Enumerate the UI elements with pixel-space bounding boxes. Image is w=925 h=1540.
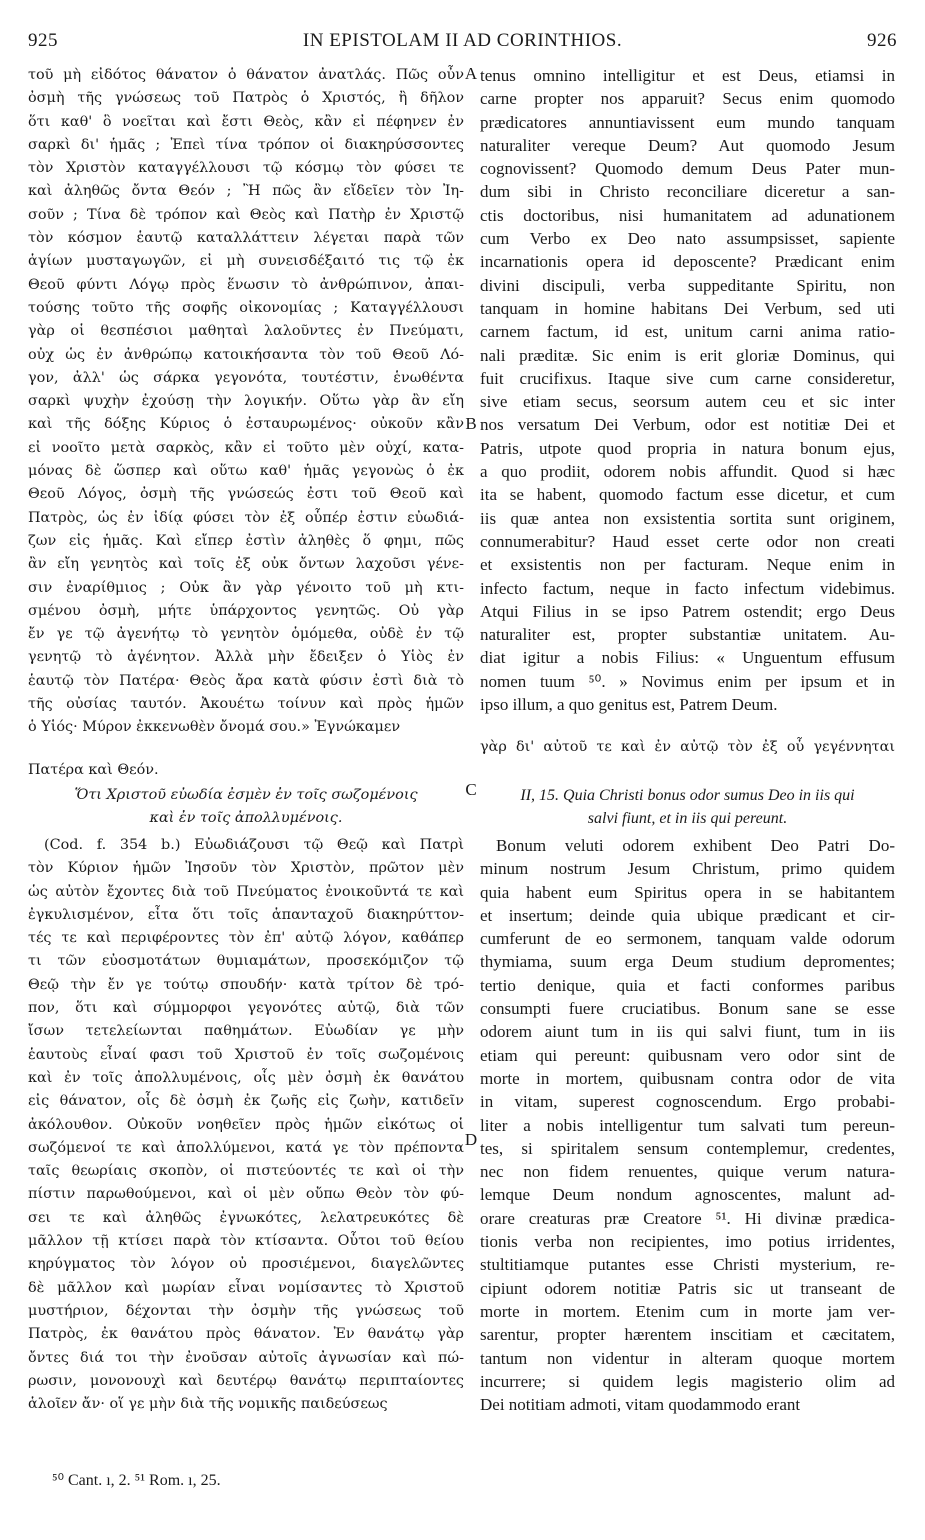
latin-line: morte in mortem. Etenim cum in morte jam ver-: [480, 1301, 895, 1321]
latin-line: in vitam, superest cognoscendum. Ergo probabi-: [480, 1092, 895, 1112]
latin-column-top: [480, 64, 895, 716]
latin-line: et exsistentis non per facturam. Neque enim in: [480, 555, 895, 575]
latin-line: iis quæ antea non exsistentia sortita sunt originem,: [480, 508, 895, 528]
latin-line: thymiama, suum erga Deum studium depromentes;: [480, 952, 895, 972]
greek-line: οὐχ ὡς ἐν ἀνθρώπῳ κατοικήσαντα τὸν τοῦ Θεοῦ Λό-: [28, 346, 464, 363]
greek-line: ἐγκυλισμένον, εἶτα ὅτι τοῖς ἁπανταχοῦ διακηρύττον-: [28, 906, 464, 923]
latin-line: ita se habent, quomodo factum esse dicetur, et cum: [480, 485, 895, 505]
greek-section-heading: [28, 784, 464, 831]
latin-line: divini discipuli, verba suppeditante Spiritu, non: [480, 275, 895, 295]
greek-column-top: [28, 64, 464, 740]
greek-column-closing: [28, 759, 464, 782]
greek-line: μᾶλλον τῇ κτίσει παρὰ τὸν κτίσαντα. Οὗτοι τοῦ θείου: [28, 1233, 464, 1250]
latin-line: connumerabitur? Haud esset certe odor non creati: [480, 531, 895, 551]
latin-line: nomen tuum ⁵⁰. » Novimus enim per ipsum et in: [480, 671, 895, 691]
greek-line: ὄντες διά τοι τὴν ἐνοῦσαν αὐτοῖς ἀγνωσίαν καὶ πώ-: [28, 1349, 464, 1366]
greek-line: Πατρὸς, ἐκ θανάτου πρὸς θάνατον. Ἐν θανάτῳ γὰρ: [28, 1326, 464, 1343]
latin-heading-line: II, 15. Quia Christi bonus odor sumus Deo in iis qui: [520, 787, 855, 804]
greek-line: Θεῷ τὴν ἔν γε τούτῳ σπουδήν· κατὰ τρίτον δὲ τρό-: [28, 976, 464, 993]
greek-line: ἀκόλουθον. Οὐκοῦν νοηθεῖεν πρὸς ἡμῶν εἰκότως οἱ: [28, 1116, 464, 1133]
greek-line: Πατρὸς, ὡς ἐν ἰδίᾳ φύσει τὸν ἐξ οὗπέρ ἐστιν εὐωδιά-: [28, 509, 464, 526]
latin-line: incarnationis opera id deposcente? Prædicant enim: [480, 252, 895, 272]
latin-line: tanquam in homine habitans Dei Verbum, sed uti: [480, 298, 895, 318]
latin-line: incurrere; si quidem legis magisterio olim ad: [480, 1371, 895, 1391]
latin-section-heading: [480, 784, 895, 831]
latin-line: orare creaturas præ Creatore ⁵¹. Hi divinæ prædica-: [480, 1208, 895, 1228]
greek-line: ζων εἰς ἡμᾶς. Καὶ εἴπερ ἐστὶν ἀληθὲς ὅ φημι, πῶς: [28, 532, 464, 549]
greek-line: πίστιν παρωθούμενοι, καὶ οἱ μὲν οὔπω Θεὸν τὸν φύ-: [28, 1186, 464, 1203]
greek-line: εἰς θάνατον, οἷς δὲ ὀσμὴ ἐκ ζωῆς εἰς ζωὴν, κατιδεῖν: [28, 1093, 464, 1110]
latin-line: cipiunt odorem notitiæ Patris sic ut transeant de: [480, 1278, 895, 1298]
greek-line: ὅτι καθ' ὃ νοεῖται καὶ ἔστι Θεὸς, κἂν εἰ πέφηνεν ἐν: [28, 113, 464, 130]
greek-line: ἁλοῖεν ἄν· οἵ γε μὴν διὰ τῆς νομικῆς παιδεύσεως: [28, 1396, 388, 1413]
latin-line: dum sibi in Christo reconciliare diceretur a san-: [480, 182, 895, 202]
greek-line: τι τῶν εὐοσμοτάτων θυμιαμάτων, προσεκόμιζον τῷ: [28, 953, 464, 970]
greek-line: γον, ἀλλ' ὡς σάρκα γεγονότα, τουτέστιν, ἑνωθέντα: [28, 369, 464, 386]
latin-line: odorem aiunt tum in iis qui salvi fiunt, tum in iis: [480, 1022, 895, 1042]
page-header: [28, 30, 897, 58]
latin-heading-line: salvi fiunt, et in iis qui pereunt.: [587, 810, 788, 828]
latin-line: naturaliter vereque Deum? Aut quomodo Jesum: [480, 135, 895, 155]
latin-line: ctis doctoribus, nisi humanitatem ad adunationem: [480, 205, 895, 225]
greek-line: τὸν Χριστὸν καταγγέλλουσι τῷ κόσμῳ τὸν φύσει τε: [28, 160, 464, 177]
latin-line: liter a nobis intelligentur tum salvati tum pereun-: [480, 1115, 895, 1135]
page-number-right: 926: [867, 30, 897, 51]
greek-line: ὀσμὴ τῆς γνώσεως τοῦ Πατρὸς ὁ Χριστός, ἢ δῆλον: [28, 90, 464, 107]
latin-line: infecto factum, neque in facto infectum videbimus.: [480, 578, 895, 598]
latin-line: lemque Deum nondum agnoscentes, malunt ad-: [480, 1185, 895, 1205]
latin-line: tenus omnino intelligitur et est Deus, etiamsi in: [480, 66, 895, 85]
latin-line: cognovissent? Quomodo demum Deus Pater mun-: [480, 159, 895, 179]
latin-line: Dei notitiam admoti, vitam quodammodo erant: [480, 1395, 801, 1415]
margin-letter-a: A: [464, 64, 478, 83]
latin-line: carnem factum, id est, unitum carni anima ratio-: [480, 322, 895, 342]
greek-line: (Cod. f. 354 b.) Εὐωδιάζουσι τῷ Θεῷ καὶ Πατρὶ: [44, 837, 464, 853]
greek-line: γὰρ οἱ θεσπέσιοι μαθηταὶ λαλοῦντες ἐν Πνεύματι,: [28, 323, 464, 340]
greek-line: μόνας δὲ ὥσπερ καὶ οὕτω καθ' ἡμᾶς γεγονὼς ὁ ἐκ: [28, 463, 464, 480]
latin-line: Bonum veluti odorem exhibent Deo Patri Do-: [496, 836, 895, 855]
latin-line: fuit crucifixus. Itaque sive cum carne consideretur,: [480, 368, 895, 388]
latin-line: carne propter nos apparuit? Secus enim quomodo: [480, 89, 895, 109]
greek-line: κηρύγματος τὸν λόγον οὐ προσιέμενοι, διαγελῶντες: [28, 1256, 464, 1273]
greek-line: ἑαυτοὺς εἶναί φασι τοῦ Χριστοῦ ἐν τοῖς σωζομένοις: [28, 1046, 464, 1063]
margin-letter-c: C: [465, 780, 477, 799]
greek-line: Θεοῦ φύντι Λόγῳ πρὸς ἕνωσιν τὸ ἀνθρώπινον, ἀπαι-: [28, 276, 464, 293]
footnotes: ⁵⁰ Cant. ı, 2. ⁵¹ Rom. ı, 25.: [52, 1472, 221, 1489]
greek-line: σαρκὶ δι' ἡμᾶς ; Ἐπεὶ τίνα τρόπον οἱ διακηρύσσοντες: [28, 136, 464, 153]
greek-line: ταῖς θεωρίαις σκοπὸν, οἱ πιστεύοντές τε καὶ οἱ τὴν: [28, 1163, 464, 1180]
greek-line: ρωσιν, μονονουχὶ καὶ δευτέρῳ θανάτῳ περιπταίοντες: [28, 1372, 464, 1389]
latin-column-bottom: [480, 834, 895, 1416]
greek-line: τοῦ μὴ εἰδότος θάνατον ὁ θάνατον ἀνατλάς. Πῶς οὖν: [28, 67, 464, 83]
greek-line: ὡς αὐτὸν ἔχοντες διὰ τοῦ Πνεύματος ἐνοικοῦντά τε καὶ: [28, 883, 464, 900]
latin-line: minum nostrum Jesum Christum, primo quidem: [480, 859, 895, 879]
greek-line: γενητῷ τὸ ἀγένητον. Ἀλλὰ μὴν ἔδειξεν ὁ Υἱὸς ἐν: [28, 649, 464, 666]
greek-line: ἴσων τετελείωνται παθημάτων. Εὐωδίαν γε μὴν: [28, 1023, 464, 1040]
greek-line: τές τε καὶ περιφέροντες τὸν ἐπ' αὐτῷ λόγον, καθάπερ: [28, 930, 464, 947]
latin-line: tes, si spiritalem sensum contemplemur, credentes,: [480, 1138, 895, 1158]
latin-line: a quo prodiit, odorem nobis affundit. Quod si hæc: [480, 462, 895, 482]
greek-line: Πατέρα καὶ Θεόν.: [28, 762, 159, 778]
greek-line: καὶ ἐν τοῖς ἀπολλυμένοις, οἷς μὲν ὀσμὴ ἐκ θανάτου: [28, 1069, 464, 1086]
latin-line: sive etiam secus, seorsum autem ceu et sic inter: [480, 392, 895, 412]
latin-line: tionis verba non recipientes, imo potius irridentes,: [480, 1232, 895, 1252]
greek-line: Θεοῦ Λόγος, ὀσμὴ τῆς γνώσεώς ἐστι τοῦ Θεοῦ καὶ: [28, 486, 464, 503]
greek-line: ἑαυτῷ τὸν Πατέρα· Θεὸς ἄρα κατὰ φύσιν ἐστὶ διὰ τὸ: [28, 672, 464, 689]
latin-line: naturaliter est, propter substantiæ unitatem. Au-: [480, 625, 895, 645]
greek-heading-line: Ὅτι Χριστοῦ εὐωδία ἐσμὲν ἐν τοῖς σωζομένοις: [74, 787, 418, 803]
greek-line: σμένου ὀσμὴ, μήτε ὑπάρχοντος γενητῶς. Οὐ γὰρ: [28, 602, 464, 619]
latin-line: stultitiamque putantes esse Christi mysterium, re-: [480, 1255, 895, 1275]
latin-line: Patris, utpote quod propria in natura bonum ejus,: [480, 438, 895, 458]
margin-letter-d: D: [464, 1130, 478, 1149]
latin-line: sarentur, propter hærentem inscitiam et cæcitatem,: [480, 1325, 895, 1345]
latin-line: cum Verbo ex Deo nato assumpsisset, sapiente: [480, 229, 895, 249]
latin-line: tertio denique, quia et facti conformes paribus: [480, 975, 895, 995]
latin-line: quia habent eum Spiritus opera in se habitantem: [480, 882, 895, 902]
latin-line: morte in mortem, quibusnam contra odor de vita: [480, 1068, 895, 1088]
greek-line: καὶ ἀληθῶς ὄντα Θεόν ; Ἢ πῶς ἂν εἴδεῖεν τὸν Ἰη-: [28, 183, 464, 200]
greek-line: καὶ τῆς δόξης Κύριος ὁ ἐσταυρωμένος· οὐκοῦν κἂν: [28, 416, 464, 433]
greek-line: σωζόμενοί τε καὶ ἀπολλύμενοι, κατά γε τὸν πρέποντα: [28, 1139, 464, 1156]
greek-line: ὁ Υἱός· Μύρον ἐκκενωθὲν ὄνομά σου.» Ἐγνώκαμεν: [28, 719, 401, 736]
greek-line: εἰ νοοῖτο μετὰ σαρκὸς, κἂν εἰ τοῦτο μὲν οὐχί, κατα-: [28, 439, 464, 456]
greek-line: τῆς οὐσίας ταυτόν. Ἀκουέτω τοίνυν καὶ πρὸς ἡμῶν: [28, 696, 464, 713]
greek-line: δὲ μᾶλλον καὶ μωρίαν εἶναι νομίσαντες τὸ Χριστοῦ: [28, 1279, 464, 1296]
latin-line: diat igitur a nobis Filius: « Unguentum effusum: [480, 648, 895, 668]
greek-column-bottom: [28, 834, 464, 1416]
latin-line: consumpti fuere cruciatibus. Bonum sane se esse: [480, 999, 895, 1019]
greek-line: ἔν γε τῷ ἀγενήτῳ τὸ γενητὸν ὁμόμεθα, οὐδὲ ἐν τῷ: [28, 626, 464, 643]
greek-line: σοῦν ; Τίνα δὲ τρόπον καὶ Θεὸς καὶ Πατὴρ ἐν Χριστῷ: [28, 206, 464, 223]
latin-line: prædicatores annuntiavissent eum mundo tanquam: [480, 112, 895, 132]
greek-line: σαρκὶ ψυχὴν ἐχούσῃ τὴν λογικήν. Οὕτω γὰρ ἂν εἴη: [28, 393, 464, 410]
greek-line: σει τε καὶ ἀληθῶς ἐγνωκότες, λελατρευκότες δὲ: [28, 1209, 464, 1226]
latin-line: cumferunt de eo sermonem, tanquam valde odorum: [480, 929, 895, 949]
greek-line: πον, ὅτι καὶ σύμμορφοι γεγονότες αὐτῷ, διὰ τῶν: [28, 1000, 464, 1017]
latin-line: et insertum; deinde quia ubique prædicant et cir-: [480, 905, 895, 925]
latin-line: Atqui Filius in se ipso Patrem ostendit; ergo Deus: [480, 601, 895, 621]
latin-line: ipso illum, a quo genitus est, Patrem Deum.: [480, 695, 778, 715]
latin-line: nali præditæ. Sic enim is erit gloriæ Dominus, qui: [480, 345, 895, 365]
greek-line: μυστήριον, δέχονται τὴν ὀσμὴν τῆς γνώσεως τοῦ: [28, 1302, 464, 1319]
running-title: IN EPISTOLAM II AD CORINTHIOS.: [302, 30, 623, 51]
greek-bridge-line: γὰρ δι' αὐτοῦ τε καὶ ἐν αὐτῷ τὸν ἐξ οὗ γεγέννηται: [480, 739, 895, 755]
margin-letter-b: B: [465, 414, 477, 433]
latin-line: nos versatum Dei Verbum, odor est notitiæ Dei et: [480, 415, 895, 435]
latin-line: nec non fidem renuentes, quique verum natura-: [480, 1162, 895, 1182]
latin-line: etiam qui pereunt: quibusnam vero odor sint de: [480, 1045, 895, 1065]
greek-line: ἂν εἴη γενητὸς καὶ τοῖς ἐξ οὐκ ὄντων λαχοῦσι γένε-: [28, 556, 464, 573]
greek-line: τούσης τοῦτο τῆς σοφῆς οἰκονομίας ; Καταγγέλλουσι: [28, 299, 464, 316]
greek-line: ἁγίων μυσταγωγῶν, εἰ μὴ συνεισδέξαιτό τις τῷ ἐκ: [28, 253, 464, 270]
latin-line: tantum non videntur in alteram quoque mortem: [480, 1348, 895, 1368]
greek-line: τὸν κόσμον ἑαυτῷ καταλλάττειν λέγεται παρὰ τῶν: [28, 230, 464, 247]
greek-line: τὸν Κύριον ἡμῶν Ἰησοῦν τὸν Χριστὸν, πρῶτον μὲν: [28, 860, 464, 877]
greek-heading-line: καὶ ἐν τοῖς ἀπολλυμένοις.: [149, 810, 343, 827]
page-number-left: 925: [28, 30, 58, 51]
greek-line: σιν ἐναρίθμιος ; Οὐκ ἂν γὰρ γένοιτο τοῦ μὴ κτι-: [28, 579, 464, 596]
